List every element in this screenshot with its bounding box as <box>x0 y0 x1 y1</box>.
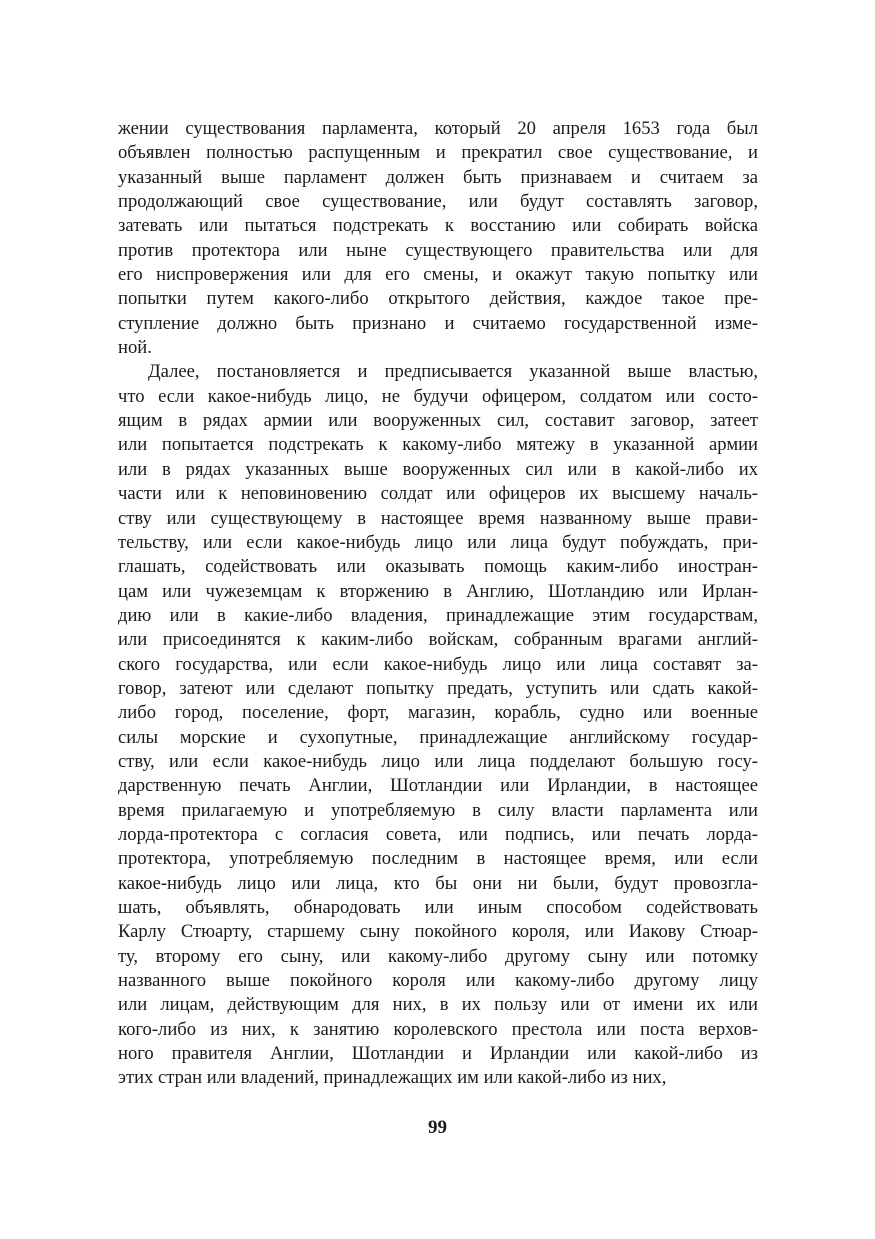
text-line: против протектора или ныне существующего правительства или для <box>118 239 758 261</box>
text-line: ступление должно быть признано и считаемо государственной изме- <box>118 312 758 334</box>
text-line: указанный выше парламент должен быть признаваем и считаем за <box>118 166 758 188</box>
text-line: ного правителя Англии, Шотландии и Ирландии или какой-либо из <box>118 1043 758 1065</box>
text-line: его ниспровержения или для его смены, и окажут такую попытку или <box>118 264 758 286</box>
paragraph-2 <box>118 360 758 1090</box>
text-line: или лицам, действующим для них, в их пользу или от имени их или <box>118 994 758 1016</box>
page-body <box>118 117 758 1091</box>
text-line: что если какое-нибудь лицо, не будучи офицером, солдатом или состо- <box>118 385 758 407</box>
text-line: дию или в какие-либо владения, принадлежащие этим государствам, <box>118 604 758 626</box>
text-line: попытки путем какого-либо открытого действия, каждое такое пре- <box>118 288 758 310</box>
text-line: кого-либо из них, к занятию королевского престола или поста верхов- <box>118 1018 758 1040</box>
text-line: цам или чужеземцам к вторжению в Англию, Шотландию или Ирлан- <box>118 580 758 602</box>
text-line: затевать или пытаться подстрекать к восстанию или собирать войска <box>118 215 758 237</box>
text-line: лорда-протектора с согласия совета, или подпись, или печать лорда- <box>118 823 758 845</box>
text-line: говор, затеют или сделают попытку предать, уступить или сдать какой- <box>118 677 758 699</box>
text-line: дарственную печать Англии, Шотландии или Ирландии, в настоящее <box>118 775 758 797</box>
text-line: ству или существующему в настоящее время названному выше прави- <box>118 507 758 529</box>
text-line: названного выше покойного короля или какому-либо другому лицу <box>118 970 758 992</box>
text-line: Далее, постановляется и предписывается указанной выше властью, <box>148 361 758 383</box>
text-line: этих стран или владений, принадлежащих им или какой-либо из них, <box>118 1067 667 1089</box>
text-line: силы морские и сухопутные, принадлежащие английскому государ- <box>118 726 758 748</box>
text-line: протектора, употребляемую последним в настоящее время, или если <box>118 848 758 870</box>
text-line: ту, второму его сыну, или какому-либо другому сыну или потомку <box>118 945 758 967</box>
text-line: или попытается подстрекать к какому-либо мятежу в указанной армии <box>118 434 758 456</box>
text-line: глашать, содействовать или оказывать помощь каким-либо иностран- <box>118 556 758 578</box>
text-line: ству, или если какое-нибудь лицо или лица подделают большую госу- <box>118 750 758 772</box>
paragraph-1 <box>118 117 758 360</box>
text-line: ной. <box>118 337 152 359</box>
text-line: или присоединятся к каким-либо войскам, собранным врагами англий- <box>118 629 758 651</box>
text-line: либо город, поселение, форт, магазин, корабль, судно или военные <box>118 702 758 724</box>
text-line: Карлу Стюарту, старшему сыну покойного короля, или Иакову Стюар- <box>118 921 758 943</box>
text-line: какое-нибудь лицо или лица, кто бы они ни были, будут провозгла- <box>118 872 758 894</box>
text-line: время прилагаемую и употребляемую в силу власти парламента или <box>118 799 758 821</box>
text-line: части или к неповиновению солдат или офицеров их высшему началь- <box>118 483 758 505</box>
text-line: ского государства, или если какое-нибудь лицо или лица составят за- <box>118 653 758 675</box>
text-line: ящим в рядах армии или вооруженных сил, составит заговор, затеет <box>118 410 758 432</box>
text-line: продолжающий свое существование, или будут составлять заговор, <box>118 191 758 213</box>
text-line: шать, объявлять, обнародовать или иным способом содействовать <box>118 897 758 918</box>
page-number: 99 <box>428 1117 447 1138</box>
text-line: или в рядах указанных выше вооруженных сил или в какой-либо их <box>118 458 758 480</box>
text-line: тельству, или если какое-нибудь лицо или лица будут побуждать, при- <box>118 531 758 553</box>
text-line: жении существования парламента, который 20 апреля 1653 года был <box>118 118 758 139</box>
text-line: объявлен полностью распущенным и прекратил свое существование, и <box>118 142 758 164</box>
